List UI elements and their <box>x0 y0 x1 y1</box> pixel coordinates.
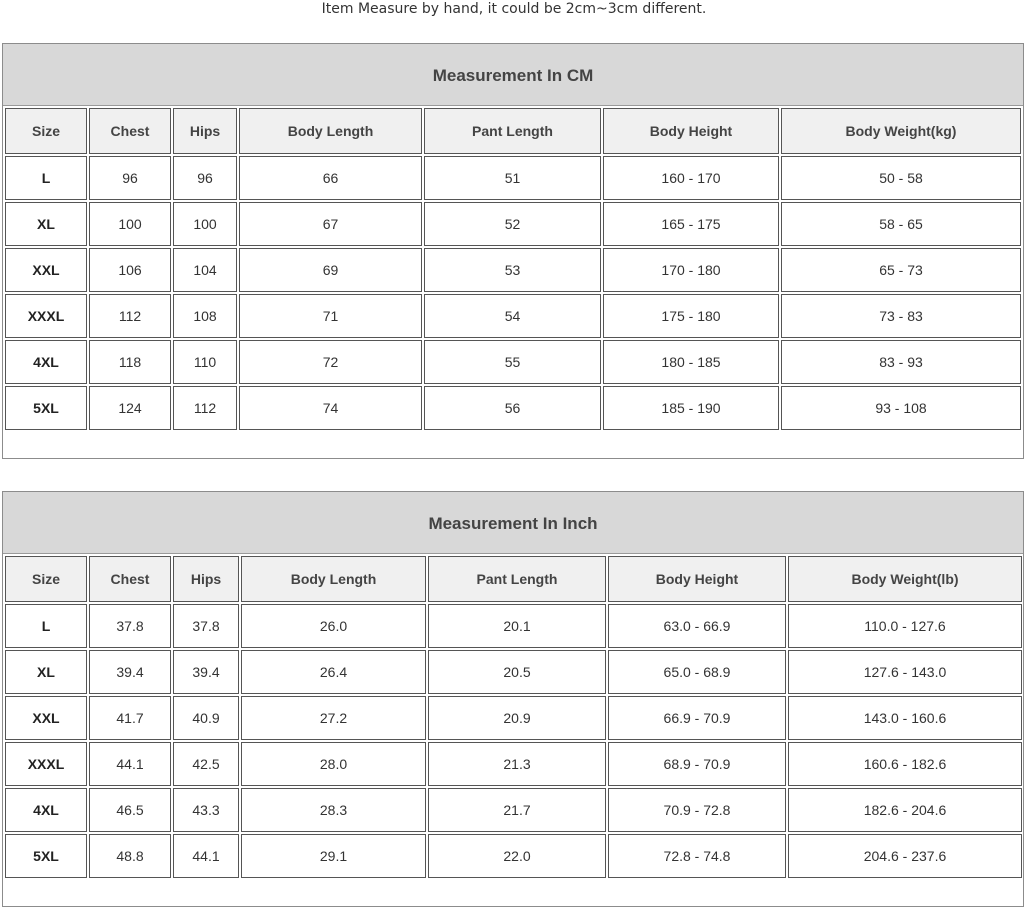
cell-body-length: 67 <box>239 202 422 246</box>
cell-pant-length: 22.0 <box>428 834 606 878</box>
cell-hips: 37.8 <box>173 604 239 648</box>
cell-chest: 124 <box>89 386 171 430</box>
cell-body-length: 28.0 <box>241 742 426 786</box>
header-body-length: Body Length <box>239 108 422 154</box>
cell-size: 4XL <box>5 788 87 832</box>
header-body-weight: Body Weight(kg) <box>781 108 1021 154</box>
header-hips: Hips <box>173 108 237 154</box>
table-row <box>5 340 1021 384</box>
cell-pant-length: 20.1 <box>428 604 606 648</box>
cell-body-weight: 83 - 93 <box>781 340 1021 384</box>
cell-hips: 43.3 <box>173 788 239 832</box>
cell-body-weight: 73 - 83 <box>781 294 1021 338</box>
cell-pant-length: 20.5 <box>428 650 606 694</box>
table-row <box>5 386 1021 430</box>
cell-body-height: 160 - 170 <box>603 156 779 200</box>
inch-header-row <box>5 556 1022 602</box>
inch-table-title: Measurement In Inch <box>3 492 1023 554</box>
cell-body-height: 70.9 - 72.8 <box>608 788 786 832</box>
table-row <box>5 202 1021 246</box>
cell-body-length: 72 <box>239 340 422 384</box>
cell-body-length: 69 <box>239 248 422 292</box>
cell-hips: 108 <box>173 294 237 338</box>
cell-body-weight: 182.6 - 204.6 <box>788 788 1022 832</box>
cell-size: XXL <box>5 696 87 740</box>
cell-body-height: 65.0 - 68.9 <box>608 650 786 694</box>
cell-body-length: 26.4 <box>241 650 426 694</box>
cell-body-weight: 65 - 73 <box>781 248 1021 292</box>
cm-table-body <box>5 156 1021 430</box>
cell-body-height: 180 - 185 <box>603 340 779 384</box>
cell-size: XXXL <box>5 742 87 786</box>
cell-pant-length: 52 <box>424 202 601 246</box>
cell-pant-length: 20.9 <box>428 696 606 740</box>
cell-chest: 46.5 <box>89 788 171 832</box>
inch-table-body <box>5 604 1022 878</box>
cell-body-length: 28.3 <box>241 788 426 832</box>
cell-chest: 118 <box>89 340 171 384</box>
cell-size: XXL <box>5 248 87 292</box>
cell-body-weight: 127.6 - 143.0 <box>788 650 1022 694</box>
cell-body-length: 27.2 <box>241 696 426 740</box>
cell-hips: 42.5 <box>173 742 239 786</box>
cell-size: XXXL <box>5 294 87 338</box>
cm-table-title: Measurement In CM <box>3 44 1023 106</box>
table-row <box>5 294 1021 338</box>
cell-pant-length: 51 <box>424 156 601 200</box>
cell-size: 4XL <box>5 340 87 384</box>
cell-body-height: 66.9 - 70.9 <box>608 696 786 740</box>
header-body-length: Body Length <box>241 556 426 602</box>
cell-chest: 37.8 <box>89 604 171 648</box>
cell-hips: 104 <box>173 248 237 292</box>
cell-size: L <box>5 156 87 200</box>
header-body-weight: Body Weight(lb) <box>788 556 1022 602</box>
measure-note: Item Measure by hand, it could be 2cm~3cm different. <box>321 1 707 17</box>
cell-body-height: 185 - 190 <box>603 386 779 430</box>
cell-body-height: 72.8 - 74.8 <box>608 834 786 878</box>
cell-hips: 110 <box>173 340 237 384</box>
cell-body-height: 63.0 - 66.9 <box>608 604 786 648</box>
cell-body-length: 26.0 <box>241 604 426 648</box>
cell-hips: 40.9 <box>173 696 239 740</box>
table-row <box>5 604 1022 648</box>
cell-body-weight: 143.0 - 160.6 <box>788 696 1022 740</box>
cell-size: L <box>5 604 87 648</box>
cell-body-height: 170 - 180 <box>603 248 779 292</box>
table-row <box>5 696 1022 740</box>
cell-pant-length: 55 <box>424 340 601 384</box>
header-size: Size <box>5 108 87 154</box>
cell-pant-length: 56 <box>424 386 601 430</box>
cell-hips: 44.1 <box>173 834 239 878</box>
cell-chest: 100 <box>89 202 171 246</box>
cell-body-weight: 110.0 - 127.6 <box>788 604 1022 648</box>
cell-pant-length: 54 <box>424 294 601 338</box>
header-pant-length: Pant Length <box>424 108 601 154</box>
cell-body-weight: 160.6 - 182.6 <box>788 742 1022 786</box>
cell-chest: 39.4 <box>89 650 171 694</box>
cell-body-weight: 204.6 - 237.6 <box>788 834 1022 878</box>
cell-size: XL <box>5 202 87 246</box>
table-row <box>5 248 1021 292</box>
cm-table-grid <box>3 106 1023 432</box>
cell-hips: 39.4 <box>173 650 239 694</box>
table-row <box>5 788 1022 832</box>
cm-size-table <box>2 43 1024 459</box>
cell-chest: 96 <box>89 156 171 200</box>
cell-body-length: 71 <box>239 294 422 338</box>
cell-pant-length: 21.3 <box>428 742 606 786</box>
cell-hips: 100 <box>173 202 237 246</box>
inch-size-table <box>2 491 1024 907</box>
header-chest: Chest <box>89 556 171 602</box>
cell-hips: 96 <box>173 156 237 200</box>
cell-pant-length: 21.7 <box>428 788 606 832</box>
cell-body-length: 29.1 <box>241 834 426 878</box>
cell-chest: 106 <box>89 248 171 292</box>
header-body-height: Body Height <box>603 108 779 154</box>
header-size: Size <box>5 556 87 602</box>
cell-body-weight: 93 - 108 <box>781 386 1021 430</box>
inch-table-grid <box>3 554 1024 880</box>
table-row <box>5 156 1021 200</box>
cell-body-weight: 50 - 58 <box>781 156 1021 200</box>
table-row <box>5 742 1022 786</box>
cell-body-height: 175 - 180 <box>603 294 779 338</box>
cell-size: 5XL <box>5 834 87 878</box>
cm-header-row <box>5 108 1021 154</box>
table-row <box>5 834 1022 878</box>
header-chest: Chest <box>89 108 171 154</box>
cell-body-height: 68.9 - 70.9 <box>608 742 786 786</box>
header-pant-length: Pant Length <box>428 556 606 602</box>
cell-size: XL <box>5 650 87 694</box>
header-body-height: Body Height <box>608 556 786 602</box>
cell-chest: 41.7 <box>89 696 171 740</box>
header-hips: Hips <box>173 556 239 602</box>
cell-body-length: 74 <box>239 386 422 430</box>
cell-chest: 112 <box>89 294 171 338</box>
cell-body-height: 165 - 175 <box>603 202 779 246</box>
cell-chest: 44.1 <box>89 742 171 786</box>
cell-size: 5XL <box>5 386 87 430</box>
cell-chest: 48.8 <box>89 834 171 878</box>
cell-pant-length: 53 <box>424 248 601 292</box>
table-row <box>5 650 1022 694</box>
cell-body-weight: 58 - 65 <box>781 202 1021 246</box>
cell-hips: 112 <box>173 386 237 430</box>
cell-body-length: 66 <box>239 156 422 200</box>
